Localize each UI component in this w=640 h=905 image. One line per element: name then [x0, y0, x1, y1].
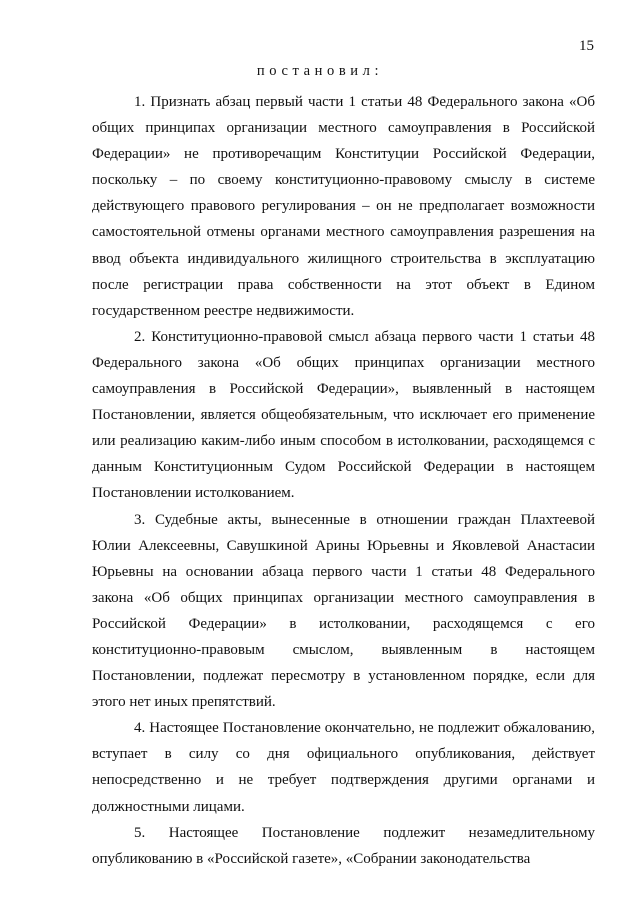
paragraph-5: 5. Настоящее Постановление подлежит незамедлительному опубликованию в «Российской газете», «Собрании законодательства: [92, 824, 595, 867]
paragraph-4: 4. Настоящее Постановление окончательно, не подлежит обжалованию, вступает в силу со дня официального опубликования, действует непосредственно и не требует подтверждения другими органами и должностными лицами.: [92, 720, 595, 815]
resolution-heading: постановил:: [256, 63, 384, 79]
document-body: [92, 89, 595, 872]
paragraph-3: 3. Судебные акты, вынесенные в отношении граждан Плахтеевой Юлии Алексеевны, Савушкиной Арины Юрьевны и Яковлевой Анастасии Юрьевны на основании абзаца первого части 1 статьи 48 Федерального закона «Об общих принципах организации местного самоуправления в Российской Федерации» в истолковании, расходящемся с его конституционно-правовым смыслом, выявленным в настоящем Постановлении, подлежат пересмотру в установленном порядке, если для этого нет иных препятствий.: [92, 511, 595, 711]
paragraph-1: 1. Признать абзац первый части 1 статьи 48 Федерального закона «Об общих принципах организации местного самоуправления в Российской Федерации» не противоречащим Конституции Российской Федерации, поскольку – по своему конституционно-правовому смыслу в системе действующего правового регулирования – он не предполагает возможности самостоятельной отмены органами местного самоуправления разрешения на ввод объекта индивидуального жилищного строительства в эксплуатацию после регистрации права собственности на этот объект в Едином государственном реестре недвижимости.: [92, 94, 595, 319]
paragraph-2: 2. Конституционно-правовой смысл абзаца первого части 1 статьи 48 Федерального закона «Об общих принципах организации местного самоуправления в Российской Федерации», выявленный в настоящем Постановлении, является общеобязательным, что исключает его применение или реализацию каким-либо иным способом в истолковании, расходящемся с данным Конституционным Судом Российской Федерации в настоящем Постановлении истолкованием.: [92, 328, 595, 502]
page-number: 15: [579, 38, 594, 54]
